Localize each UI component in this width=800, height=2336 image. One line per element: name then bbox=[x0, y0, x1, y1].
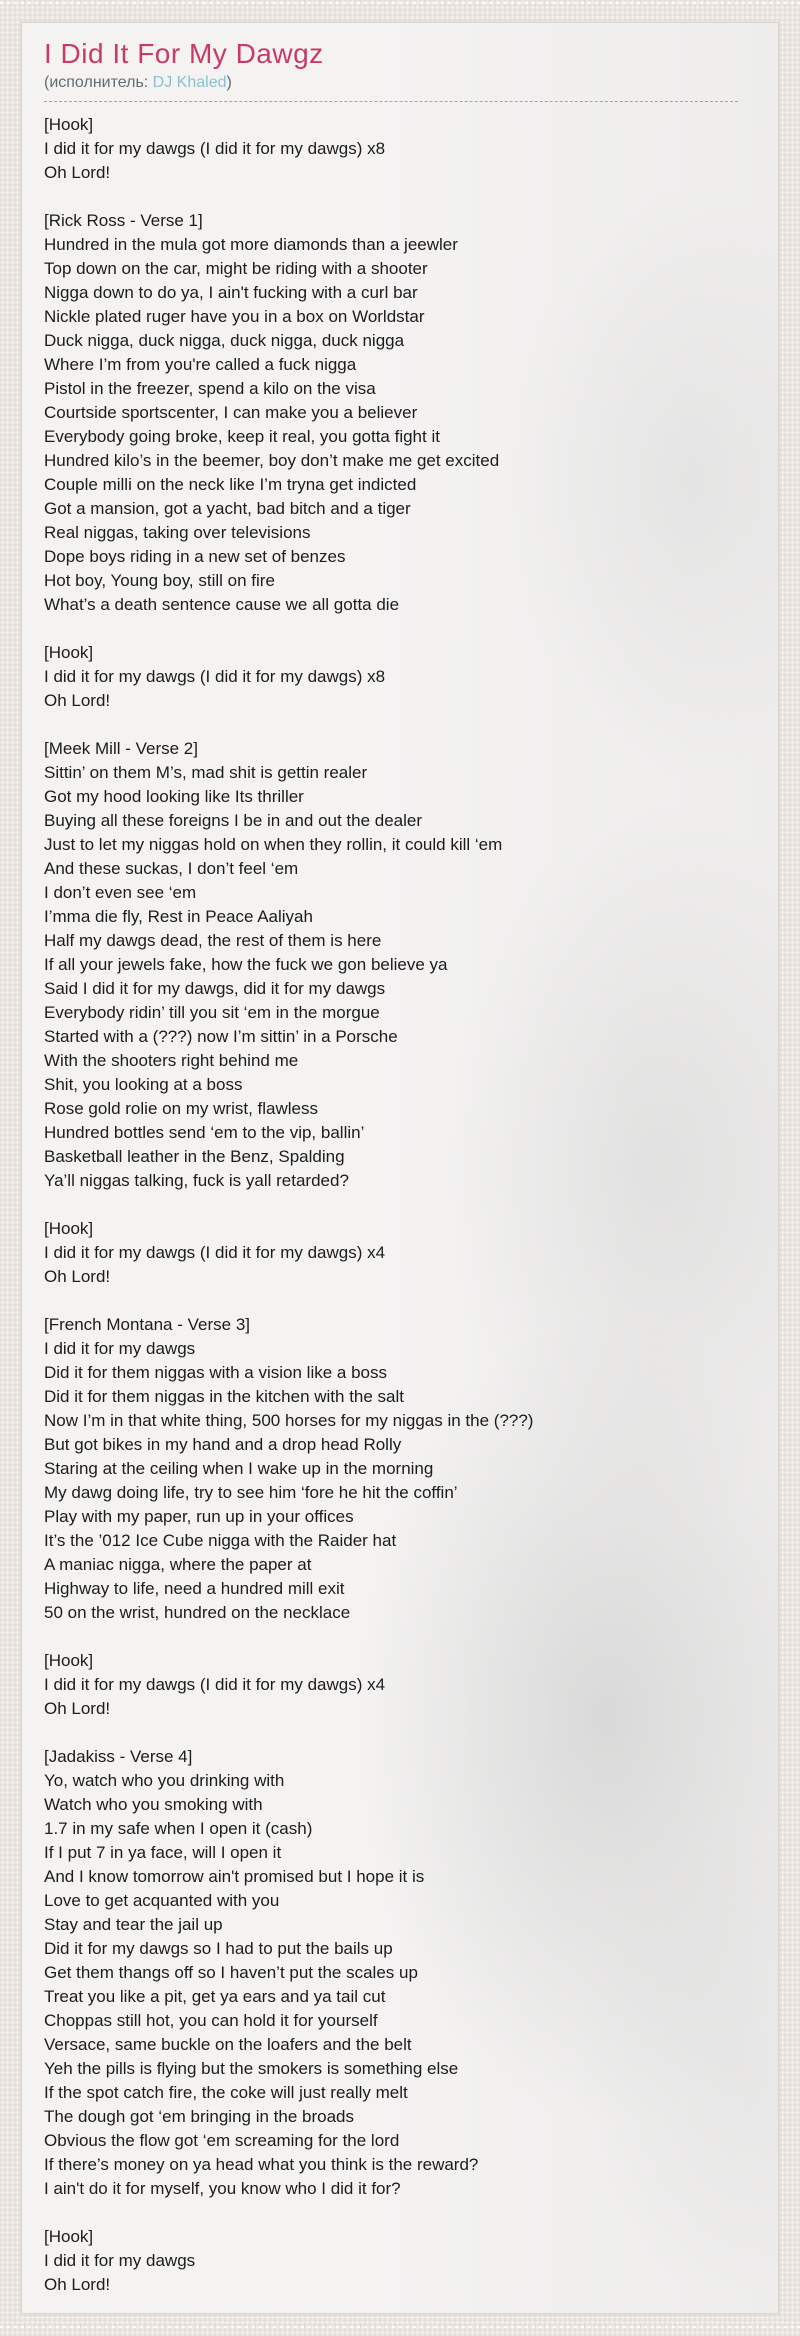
lyrics-line: [Hook] bbox=[44, 1651, 94, 1670]
lyrics-line: Now I’m in that white thing, 500 horses for my niggas in the (???) bbox=[44, 1411, 534, 1430]
lyrics-line: Basketball leather in the Benz, Spalding bbox=[44, 1147, 345, 1166]
lyrics-line: My dawg doing life, try to see him ‘fore he hit the coffin’ bbox=[44, 1483, 458, 1502]
lyrics-line: Said I did it for my dawgs, did it for my dawgs bbox=[44, 979, 386, 998]
lyrics-line: I did it for my dawgs (I did it for my dawgs) x4 bbox=[44, 1675, 386, 1694]
lyrics-line: Dope boys riding in a new set of benzes bbox=[44, 547, 346, 566]
lyrics-line: Choppas still hot, you can hold it for yourself bbox=[44, 2011, 378, 2030]
lyrics-line: Nigga down to do ya, I ain't fucking with a curl bar bbox=[44, 283, 418, 302]
lyrics-text bbox=[44, 113, 738, 2297]
stitched-edge-top bbox=[0, 2, 800, 4]
lyrics-line: If the spot catch fire, the coke will just really melt bbox=[44, 2083, 408, 2102]
lyrics-card bbox=[21, 22, 779, 2314]
lyrics-line: I did it for my dawgs (I did it for my dawgs) x8 bbox=[44, 667, 386, 686]
lyrics-line: Play with my paper, run up in your offices bbox=[44, 1507, 354, 1526]
lyrics-line: Oh Lord! bbox=[44, 691, 111, 710]
lyrics-line: Everybody going broke, keep it real, you gotta fight it bbox=[44, 427, 440, 446]
lyrics-line: Hundred in the mula got more diamonds than a jeewler bbox=[44, 235, 458, 254]
lyrics-line: Pistol in the freezer, spend a kilo on the visa bbox=[44, 379, 376, 398]
lyrics-line: Just to let my niggas hold on when they rollin, it could kill ‘em bbox=[44, 835, 503, 854]
lyrics-line: Everybody ridin’ till you sit ‘em in the morgue bbox=[44, 1003, 380, 1022]
lyrics-stanza bbox=[44, 209, 738, 617]
lyrics-line: Oh Lord! bbox=[44, 163, 111, 182]
lyrics-line: Hundred kilo’s in the beemer, boy don’t make me get excited bbox=[44, 451, 500, 470]
artist-link[interactable]: DJ Khaled bbox=[152, 74, 227, 91]
lyrics-line: [Hook] bbox=[44, 1219, 94, 1238]
song-title: I Did It For My Dawgz bbox=[44, 38, 324, 69]
lyrics-line: If there’s money on ya head what you think is the reward? bbox=[44, 2155, 479, 2174]
lyrics-line: I’mma die fly, Rest in Peace Aaliyah bbox=[44, 907, 313, 926]
lyrics-line: Hundred bottles send ‘em to the vip, ballin’ bbox=[44, 1123, 365, 1142]
lyrics-line: I did it for my dawgs (I did it for my dawgs) x8 bbox=[44, 139, 386, 158]
lyrics-line: I don’t even see ‘em bbox=[44, 883, 197, 902]
lyrics-line: Love to get acquanted with you bbox=[44, 1891, 280, 1910]
lyrics-line: What’s a death sentence cause we all gotta die bbox=[44, 595, 400, 614]
lyrics-line: Courtside sportscenter, I can make you a believer bbox=[44, 403, 418, 422]
lyrics-line: Treat you like a pit, get ya ears and ya tail cut bbox=[44, 1987, 386, 2006]
lyrics-line: With the shooters right behind me bbox=[44, 1051, 299, 1070]
artist-label: (исполнитель: bbox=[44, 74, 153, 91]
lyrics-line: Half my dawgs dead, the rest of them is here bbox=[44, 931, 382, 950]
lyrics-stanza bbox=[44, 1313, 738, 1625]
lyrics-line: Where I’m from you're called a fuck nigga bbox=[44, 355, 357, 374]
artist-label-close: ) bbox=[226, 74, 232, 91]
lyrics-line: Duck nigga, duck nigga, duck nigga, duck nigga bbox=[44, 331, 405, 350]
lyrics-line: Nickle plated ruger have you in a box on Worldstar bbox=[44, 307, 425, 326]
lyrics-line: [Rick Ross - Verse 1] bbox=[44, 211, 203, 230]
lyrics-line: Rose gold rolie on my wrist, flawless bbox=[44, 1099, 318, 1118]
lyrics-line: If all your jewels fake, how the fuck we gon believe ya bbox=[44, 955, 448, 974]
lyrics-line: Oh Lord! bbox=[44, 1699, 111, 1718]
lyrics-line: And I know tomorrow ain't promised but I hope it is bbox=[44, 1867, 425, 1886]
lyrics-line: Got my hood looking like Its thriller bbox=[44, 787, 304, 806]
lyrics-line: Started with a (???) now I’m sittin’ in a Porsche bbox=[44, 1027, 398, 1046]
lyrics-line: Oh Lord! bbox=[44, 1267, 111, 1286]
lyrics-line: Watch who you smoking with bbox=[44, 1795, 263, 1814]
lyrics-stanza bbox=[44, 113, 738, 185]
lyrics-line: Ya’ll niggas talking, fuck is yall retarded? bbox=[44, 1171, 349, 1190]
lyrics-line: Staring at the ceiling when I wake up in the morning bbox=[44, 1459, 434, 1478]
artist-line bbox=[44, 73, 738, 102]
lyrics-stanza bbox=[44, 1745, 738, 2201]
lyrics-line: And these suckas, I don’t feel ‘em bbox=[44, 859, 299, 878]
lyrics-stanza bbox=[44, 737, 738, 1193]
lyrics-line: [Jadakiss - Verse 4] bbox=[44, 1747, 193, 1766]
lyrics-stanza bbox=[44, 1217, 738, 1289]
lyrics-stanza bbox=[44, 641, 738, 713]
lyrics-line: If I put 7 in ya face, will I open it bbox=[44, 1843, 282, 1862]
lyrics-line: Yo, watch who you drinking with bbox=[44, 1771, 285, 1790]
lyrics-line: [Meek Mill - Verse 2] bbox=[44, 739, 198, 758]
lyrics-line: It’s the ’012 Ice Cube nigga with the Raider hat bbox=[44, 1531, 397, 1550]
lyrics-line: I did it for my dawgs bbox=[44, 2251, 196, 2270]
lyrics-line: [French Montana - Verse 3] bbox=[44, 1315, 250, 1334]
lyrics-line: Couple milli on the neck like I’m tryna get indicted bbox=[44, 475, 417, 494]
lyrics-line: Yeh the pills is flying but the smokers is something else bbox=[44, 2059, 459, 2078]
lyrics-line: 1.7 in my safe when I open it (cash) bbox=[44, 1819, 313, 1838]
lyrics-line: I ain't do it for myself, you know who I did it for? bbox=[44, 2179, 401, 2198]
lyrics-line: Top down on the car, might be riding with a shooter bbox=[44, 259, 428, 278]
lyrics-line: I did it for my dawgs (I did it for my dawgs) x4 bbox=[44, 1243, 386, 1262]
lyrics-line: 50 on the wrist, hundred on the necklace bbox=[44, 1603, 351, 1622]
lyrics-line: I did it for my dawgs bbox=[44, 1339, 196, 1358]
lyrics-line: Highway to life, need a hundred mill exit bbox=[44, 1579, 345, 1598]
lyrics-line: Did it for my dawgs so I had to put the bails up bbox=[44, 1939, 393, 1958]
lyrics-line: Obvious the flow got ‘em screaming for the lord bbox=[44, 2131, 400, 2150]
lyrics-line: The dough got ‘em bringing in the broads bbox=[44, 2107, 354, 2126]
lyrics-line: Hot boy, Young boy, still on fire bbox=[44, 571, 275, 590]
lyrics-line: A maniac nigga, where the paper at bbox=[44, 1555, 312, 1574]
lyrics-line: Real niggas, taking over televisions bbox=[44, 523, 311, 542]
lyrics-line: But got bikes in my hand and a drop head Rolly bbox=[44, 1435, 402, 1454]
lyrics-line: Get them thangs off so I haven’t put the scales up bbox=[44, 1963, 418, 1982]
lyrics-card-content bbox=[22, 23, 778, 2297]
lyrics-line: Sittin’ on them M’s, mad shit is gettin realer bbox=[44, 763, 368, 782]
lyrics-line: Stay and tear the jail up bbox=[44, 1915, 223, 1934]
lyrics-line: Did it for them niggas with a vision like a boss bbox=[44, 1363, 387, 1382]
lyrics-stanza bbox=[44, 2225, 738, 2297]
lyrics-line: [Hook] bbox=[44, 2227, 94, 2246]
lyrics-line: [Hook] bbox=[44, 115, 94, 134]
lyrics-line: Oh Lord! bbox=[44, 2275, 111, 2294]
lyrics-line: [Hook] bbox=[44, 643, 94, 662]
lyrics-line: Got a mansion, got a yacht, bad bitch and a tiger bbox=[44, 499, 411, 518]
lyrics-stanza bbox=[44, 1649, 738, 1721]
lyrics-line: Did it for them niggas in the kitchen with the salt bbox=[44, 1387, 405, 1406]
lyrics-line: Shit, you looking at a boss bbox=[44, 1075, 243, 1094]
lyrics-line: Versace, same buckle on the loafers and the belt bbox=[44, 2035, 412, 2054]
lyrics-line: Buying all these foreigns I be in and out the dealer bbox=[44, 811, 423, 830]
stitched-edge-bottom bbox=[0, 2326, 800, 2328]
